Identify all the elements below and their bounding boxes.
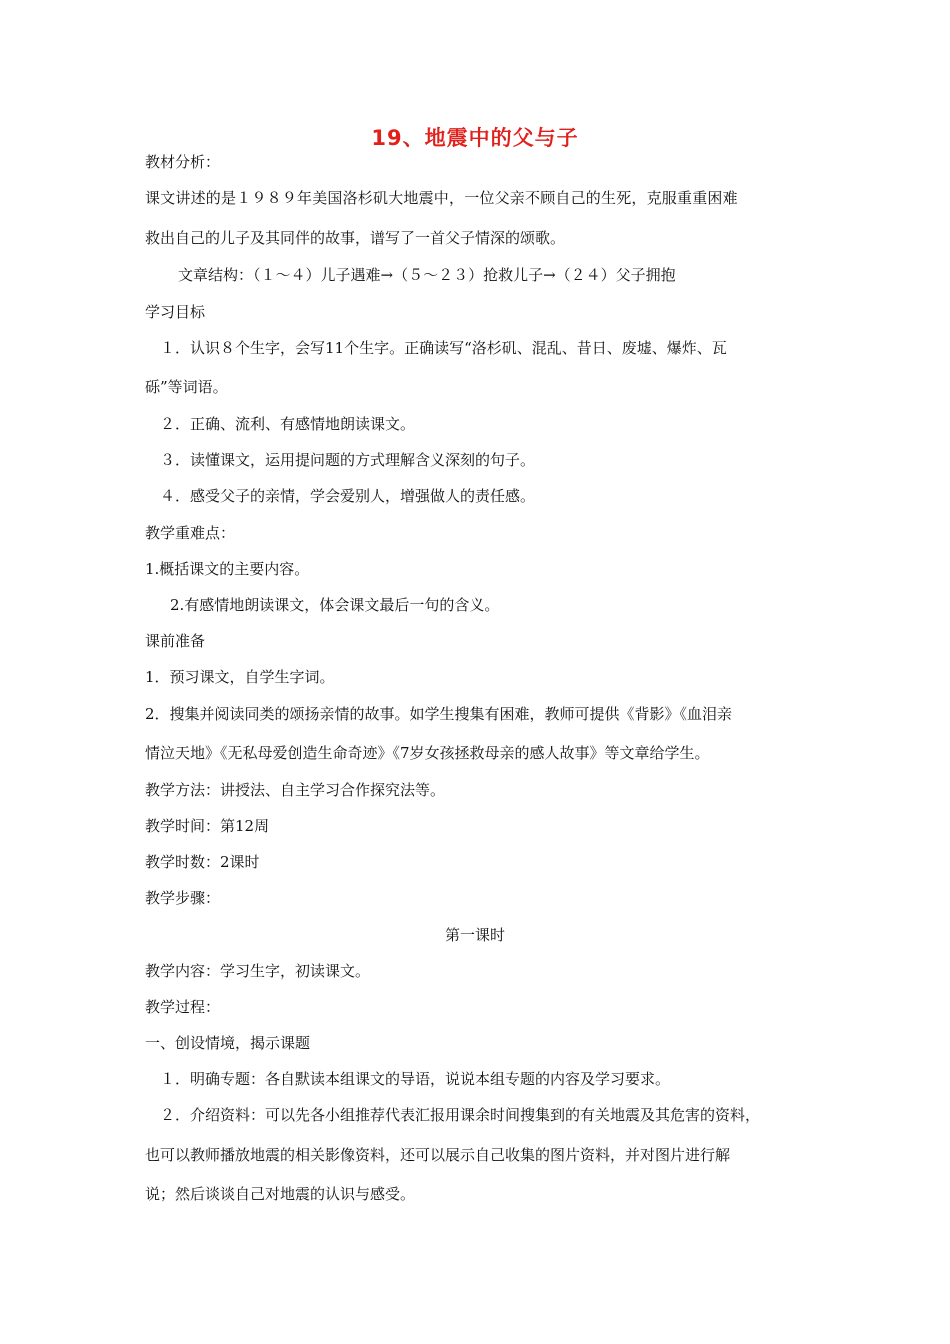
lesson-one-heading: 第一课时 (444, 926, 505, 944)
page-title: 19、地震中的父与子 (371, 126, 579, 150)
teaching-time: 教学时间：第12周 (145, 817, 270, 835)
goal-item-1-line2: 砾”等词语。 (145, 378, 228, 396)
teaching-process-heading: 教学过程： (145, 998, 221, 1016)
section-one-item-2-line2: 也可以教师播放地震的相关影像资料，还可以展示自己收集的图片资料，并对图片进行解 (145, 1146, 731, 1164)
preparation-item-2-line2: 情泣天地》《无私母爱创造生命奇迹》《7岁女孩拯救母亲的感人故事》等文章给学生。 (145, 744, 710, 762)
analysis-paragraph-line2: 救出自己的儿子及其同伴的故事，谱写了一首父子情深的颂歌。 (145, 229, 566, 247)
goal-item-3: ３．读懂课文，运用提问题的方式理解含义深刻的句子。 (160, 451, 536, 469)
preparation-item-1: 1．预习课文，自学生字词。 (145, 668, 335, 686)
goal-item-2: ２．正确、流利、有感情地朗读课文。 (160, 415, 416, 433)
teaching-hours: 教学时数：2课时 (145, 853, 260, 871)
preparation-item-2-line1: 2．搜集并阅读同类的颂扬亲情的故事。如学生搜集有困难，教师可提供《背影》《血泪亲 (145, 705, 733, 723)
goal-item-4: ４．感受父子的亲情，学会爱别人，增强做人的责任感。 (160, 487, 536, 505)
analysis-heading: 教材分析： (145, 153, 221, 171)
key-point-2: 2.有感情地朗读课文，体会课文最后一句的含义。 (170, 596, 500, 614)
teaching-content: 教学内容：学习生字，初读课文。 (145, 962, 371, 980)
section-one-item-2-line1: ２．介绍资料：可以先各小组推荐代表汇报用课余时间搜集到的有关地震及其危害的资料， (160, 1106, 761, 1124)
section-one-heading: 一、创设情境，揭示课题 (145, 1034, 311, 1052)
key-points-heading: 教学重难点： (145, 524, 236, 542)
goal-item-1-line1: １．认识８个生字，会写11个生字。正确读写“洛杉矶、混乱、昔日、废墟、爆炸、瓦 (160, 339, 727, 357)
analysis-paragraph-line1: 课文讲述的是１９８９年美国洛杉矶大地震中，一位父亲不顾自己的生死，克服重重困难 (145, 189, 738, 207)
goals-heading: 学习目标 (145, 303, 206, 321)
structure-line: 文章结构：（１～４）儿子遇难→（５～２３）抢救儿子→（２４）父子拥抱 (178, 266, 676, 284)
teaching-method: 教学方法：讲授法、自主学习合作探究法等。 (145, 781, 446, 799)
teaching-steps-heading: 教学步骤： (145, 889, 221, 907)
section-one-item-2-line3: 说；然后谈谈自己对地震的认识与感受。 (145, 1185, 416, 1203)
key-point-1: 1.概括课文的主要内容。 (145, 560, 310, 578)
section-one-item-1: １．明确专题：各自默读本组课文的导语，说说本组专题的内容及学习要求。 (160, 1070, 671, 1088)
preparation-heading: 课前准备 (145, 632, 206, 650)
